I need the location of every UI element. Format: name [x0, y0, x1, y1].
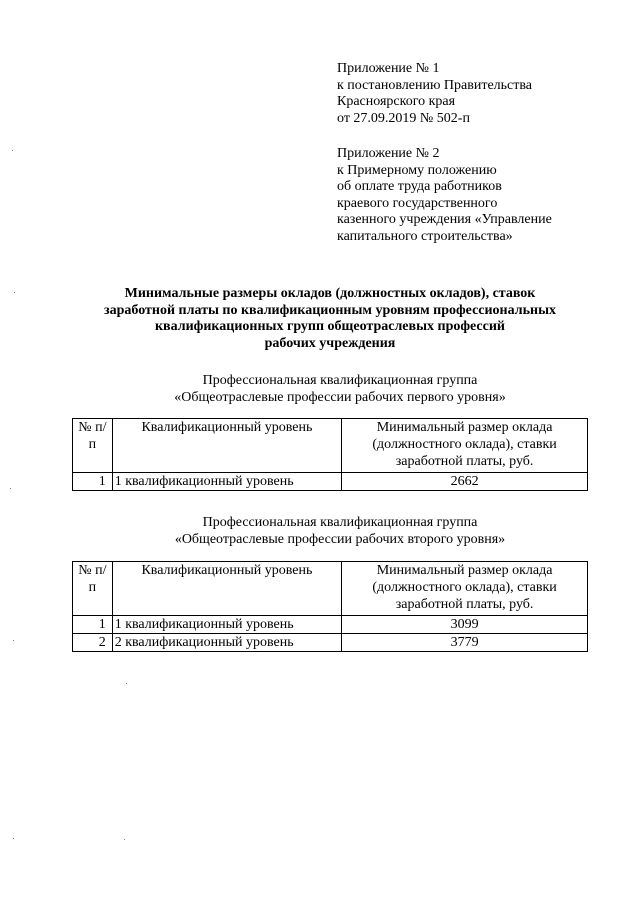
annex-2-block [337, 146, 552, 246]
row-number: 2 [73, 634, 113, 652]
group-2-table [72, 561, 588, 652]
annex-1-line: Красноярского края [337, 94, 456, 110]
header-salary: Минимальный размер оклада (должностного оклада), ставки заработной платы, руб. [342, 562, 588, 616]
annex-2-line: об оплате труда работников [337, 179, 502, 195]
scan-speck [13, 838, 14, 839]
group-2-heading [60, 514, 620, 548]
title-line: квалификационных групп общеотраслевых профессий [154, 319, 505, 335]
table-row [73, 634, 588, 652]
row-amount: 2662 [342, 473, 588, 491]
row-number: 1 [73, 473, 113, 491]
row-amount: 3099 [342, 616, 588, 634]
scan-speck [12, 150, 13, 151]
row-level: 1 квалификационный уровень [112, 473, 341, 491]
annex-2-line: казенного учреждения «Управление [337, 212, 552, 228]
title-line: Минимальные размеры окладов (должностных окладов), ставок [124, 286, 536, 301]
scan-speck [14, 292, 15, 293]
group-2-heading-line: «Общеотраслевые профессии рабочих второго уровня» [174, 532, 506, 547]
header-level: Квалификационный уровень [112, 562, 341, 616]
row-level: 2 квалификационный уровень [112, 634, 341, 652]
annex-1-block [337, 61, 532, 127]
row-level: 1 квалификационный уровень [112, 616, 341, 634]
header-number: № п/п [73, 562, 113, 616]
annex-2-line: к Примерному положению [337, 162, 497, 178]
title-line: заработной платы по квалификационным уровням профессиональных [103, 302, 557, 318]
annex-1-line: от 27.09.2019 № 502-п [337, 110, 470, 126]
row-amount: 3779 [342, 634, 588, 652]
document-title [60, 286, 600, 352]
scan-speck [13, 640, 14, 641]
header-number: № п/п [73, 419, 113, 473]
table-row [73, 616, 588, 634]
header-salary: Минимальный размер оклада (должностного оклада), ставки заработной платы, руб. [342, 419, 588, 473]
row-number: 1 [73, 616, 113, 634]
title-line: рабочих учреждения [264, 335, 396, 351]
group-1-heading-line: «Общеотраслевые профессии рабочих первого уровня» [174, 390, 506, 405]
annex-1-line: Приложение № 1 [337, 61, 440, 76]
scan-speck [10, 488, 11, 489]
annex-2-line: Приложение № 2 [337, 146, 440, 161]
scan-speck [126, 683, 127, 684]
table-row [73, 473, 588, 491]
header-level: Квалификационный уровень [112, 419, 341, 473]
group-2-heading-line: Профессиональная квалификационная группа [202, 515, 478, 530]
annex-1-line: к постановлению Правительства [337, 77, 533, 93]
group-1-heading [60, 372, 620, 406]
group-1-table [72, 418, 588, 491]
annex-2-line: краевого государственного [337, 195, 498, 211]
group-1-heading-line: Профессиональная квалификационная группа [202, 373, 478, 388]
annex-2-line: капитального строительства» [337, 228, 513, 244]
table-header-row [73, 562, 588, 616]
table-header-row [73, 419, 588, 473]
scan-speck [124, 839, 125, 840]
